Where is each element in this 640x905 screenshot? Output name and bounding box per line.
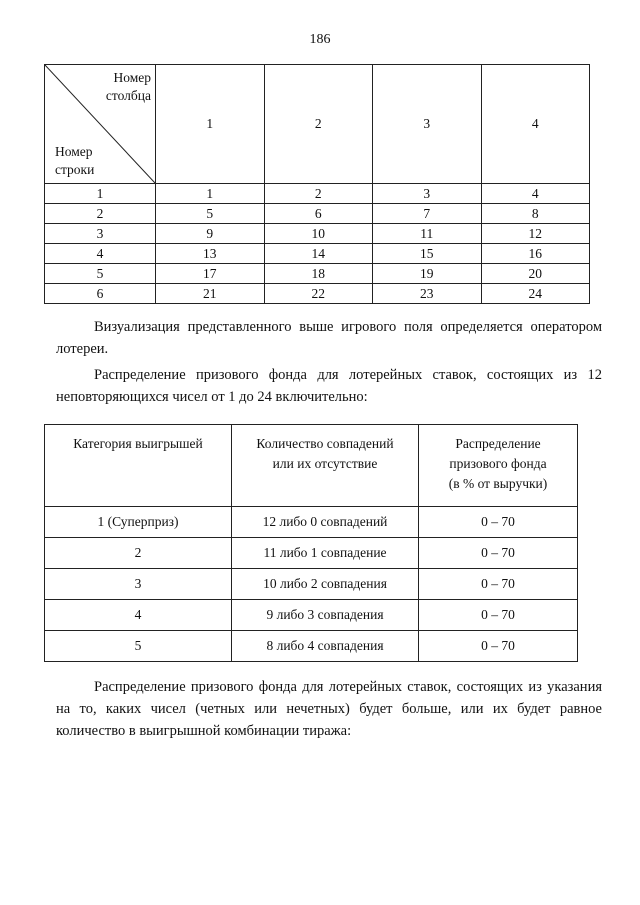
table-cell: 11 [373,224,482,244]
page-number: 186 [309,32,331,47]
table-cell: 17 [156,264,265,284]
diagonal-header-cell [45,65,156,184]
category-cell: 5 [45,631,232,662]
table-row [45,569,578,600]
table-cell: 8 [481,204,590,224]
column-number-label: Номер столбца [105,70,151,103]
distribution-cell: 0 – 70 [419,538,578,569]
table-row [45,204,590,224]
row-number: 1 [45,184,156,204]
table-row [45,600,578,631]
table-cell: 3 [373,184,482,204]
table-row [45,538,578,569]
matches-cell: 12 либо 0 совпадений [232,507,419,538]
table-cell: 10 [264,224,373,244]
matches-cell: 9 либо 3 совпадения [232,600,419,631]
table-cell: 22 [264,284,373,304]
table-cell: 16 [481,244,590,264]
table-row [45,284,590,304]
category-cell: 1 (Суперприз) [45,507,232,538]
row-number: 2 [45,204,156,224]
header-matches: Количество совпадений или их отсутствие [232,425,419,507]
table-cell: 18 [264,264,373,284]
distribution-cell: 0 – 70 [419,600,578,631]
matches-cell: 11 либо 1 совпадение [232,538,419,569]
column-header: 2 [264,65,373,184]
table-row [45,631,578,662]
table-cell: 15 [373,244,482,264]
paragraph-distribution-intro: Распределение призового фонда для лотерейных ставок, состоящих из 12 неповторяющихся чисел от 1 до 24 включительно: [56,367,602,405]
table-row [45,244,590,264]
table-cell: 19 [373,264,482,284]
row-number-label: Номер строки [55,144,95,177]
table-cell: 2 [264,184,373,204]
matches-cell: 8 либо 4 совпадения [232,631,419,662]
distribution-cell: 0 – 70 [419,507,578,538]
category-cell: 4 [45,600,232,631]
table-header-row [45,425,578,507]
table-row [45,224,590,244]
category-cell: 2 [45,538,232,569]
prize-distribution-table [44,424,578,662]
table-cell: 9 [156,224,265,244]
table-row [45,264,590,284]
header-distribution: Распределение призового фонда (в % от выручки) [419,425,578,507]
table-cell: 23 [373,284,482,304]
table-cell: 1 [156,184,265,204]
table-cell: 20 [481,264,590,284]
paragraph-visualization: Визуализация представленного выше игрового поля определяется оператором лотереи. [56,319,602,357]
table-cell: 12 [481,224,590,244]
row-number: 6 [45,284,156,304]
matches-cell: 10 либо 2 совпадения [232,569,419,600]
table-cell: 24 [481,284,590,304]
row-number: 4 [45,244,156,264]
column-header: 1 [156,65,265,184]
category-cell: 3 [45,569,232,600]
table-cell: 6 [264,204,373,224]
table-header-row [45,65,590,184]
table-cell: 13 [156,244,265,264]
column-header: 3 [373,65,482,184]
row-number: 3 [45,224,156,244]
header-category: Категория выигрышей [45,425,232,507]
table-row [45,507,578,538]
table-cell: 4 [481,184,590,204]
table-row [45,184,590,204]
table-cell: 5 [156,204,265,224]
game-field-table [44,64,590,304]
column-header: 4 [481,65,590,184]
table-cell: 7 [373,204,482,224]
row-number: 5 [45,264,156,284]
table-cell: 21 [156,284,265,304]
table-cell: 14 [264,244,373,264]
distribution-cell: 0 – 70 [419,569,578,600]
paragraph-parity-distribution: Распределение призового фонда для лотерейных ставок, состоящих из указания на то, каких чисел (четных или нечетных) будет больше, или их будет равное количество в выигрышной комбинации тиража: [56,679,602,739]
distribution-cell: 0 – 70 [419,631,578,662]
